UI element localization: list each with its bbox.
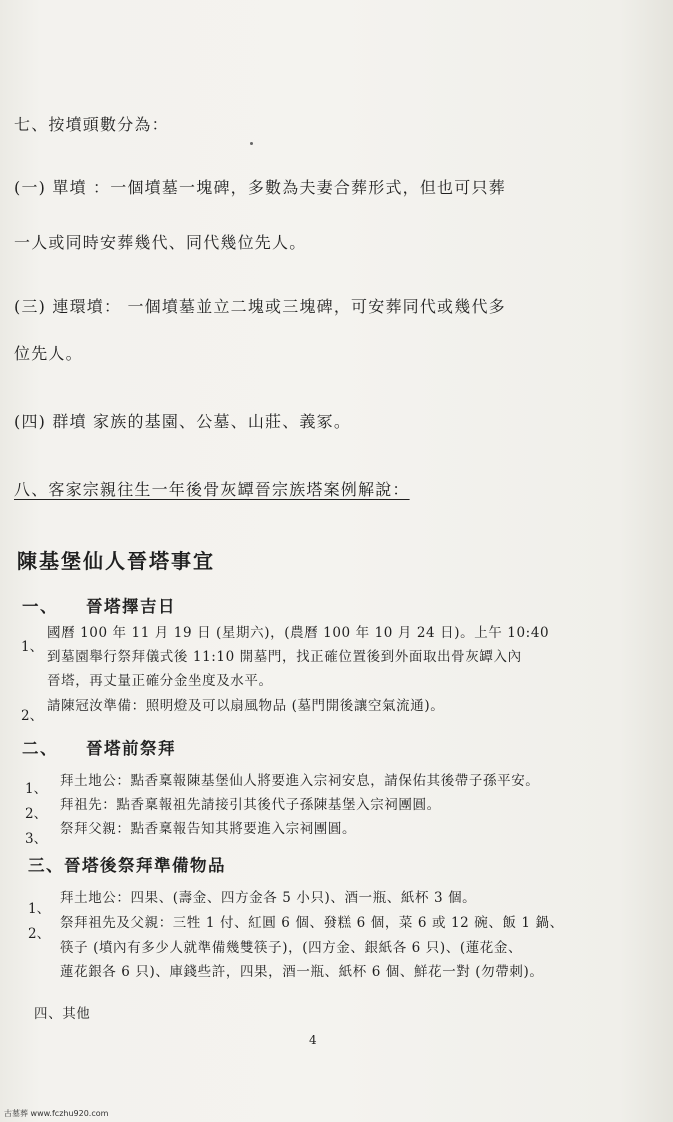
section-7-item-3-line-2: 位先人。	[14, 344, 83, 363]
page-number: 4	[309, 1033, 317, 1047]
section-2-item-2-number: 2、	[25, 806, 48, 822]
section-1-title: 晉塔擇吉日	[86, 597, 176, 616]
scan-speck	[250, 142, 253, 145]
section-1-item-1-line-1: 國曆 100 年 11 月 19 日 (星期六)，(農曆 100 年 10 月 24 日)。上午 10:40	[47, 625, 550, 641]
section-1-item-1-line-3: 晉塔，再丈量正確分金坐度及水平。	[47, 673, 273, 689]
section-7-title: 七、按墳頭數分為：	[14, 115, 169, 134]
section-7-item-4: (四) 群墳 家族的基園、公墓、山莊、義冢。	[14, 412, 352, 431]
section-3-item-1: 拜土地公：四果、(壽金、四方金各 5 小只)、酒一瓶、紙杯 3 個。	[60, 890, 477, 906]
section-7-item-1-line-2: 一人或同時安葬幾代、同代幾位先人。	[14, 233, 307, 252]
section-3-item-2-line-1: 祭拜祖先及父親：三牲 1 付、紅圓 6 個、發糕 6 個，菜 6 或 12 碗、飯 1 鍋、	[60, 915, 564, 931]
section-7-item-1-line-1: (一) 單墳 ：一個墳墓一塊碑，多數為夫妻合葬形式，但也可只葬	[14, 178, 506, 197]
section-2-item-1-number: 1、	[25, 781, 48, 797]
section-2-item-3-number: 3、	[25, 831, 48, 847]
section-2-title: 晉塔前祭拜	[86, 739, 176, 758]
section-1-item-2: 請陳冠汝準備：照明燈及可以扇風物品 (墓門開後讓空氣流通)。	[47, 698, 445, 714]
section-2-item-1: 拜土地公：點香稟報陳基堡仙人將要進入宗祠安息，請保佑其後帶子孫平安。	[60, 773, 540, 789]
section-4-title: 四、其他	[34, 1006, 91, 1022]
section-1-number: 一、	[22, 597, 58, 616]
section-3-item-2-line-2: 筷子 (墳內有多少人就準備幾雙筷子)，(四方金、銀紙各 6 只)、(蓮花金、	[60, 940, 523, 956]
section-3-item-2-number: 2、	[28, 926, 51, 942]
footer-watermark: 古墓葬 www.fczhu920.com	[4, 1109, 109, 1118]
section-2-item-2: 拜祖先：點香稟報祖先請接引其後代子孫陳基堡入宗祠團圓。	[60, 797, 441, 813]
section-8-title: 八、客家宗親往生一年後骨灰罈晉宗族塔案例解說：	[14, 480, 410, 499]
section-1-item-2-number: 2、	[21, 708, 44, 724]
section-1-item-1-number: 1、	[21, 639, 44, 655]
section-2-item-3: 祭拜父親：點香稟報告知其將要進入宗祠團圓。	[60, 821, 357, 837]
case-title: 陳基堡仙人晉塔事宜	[17, 549, 215, 573]
section-3-title: 三、晉塔後祭拜準備物品	[28, 856, 226, 875]
section-2-number: 二、	[22, 739, 58, 758]
section-7-item-3-line-1: (三) 連環墳： 一個墳墓並立二塊或三塊碑，可安葬同代或幾代多	[14, 297, 506, 316]
section-3-item-1-number: 1、	[28, 901, 51, 917]
section-3-item-2-line-3: 蓮花銀各 6 只)、庫錢些許，四果，酒一瓶、紙杯 6 個、鮮花一對 (勿帶刺)。	[60, 964, 544, 980]
section-1-item-1-line-2: 到墓園舉行祭拜儀式後 11:10 開墓門，找正確位置後到外面取出骨灰罈入內	[47, 649, 522, 665]
